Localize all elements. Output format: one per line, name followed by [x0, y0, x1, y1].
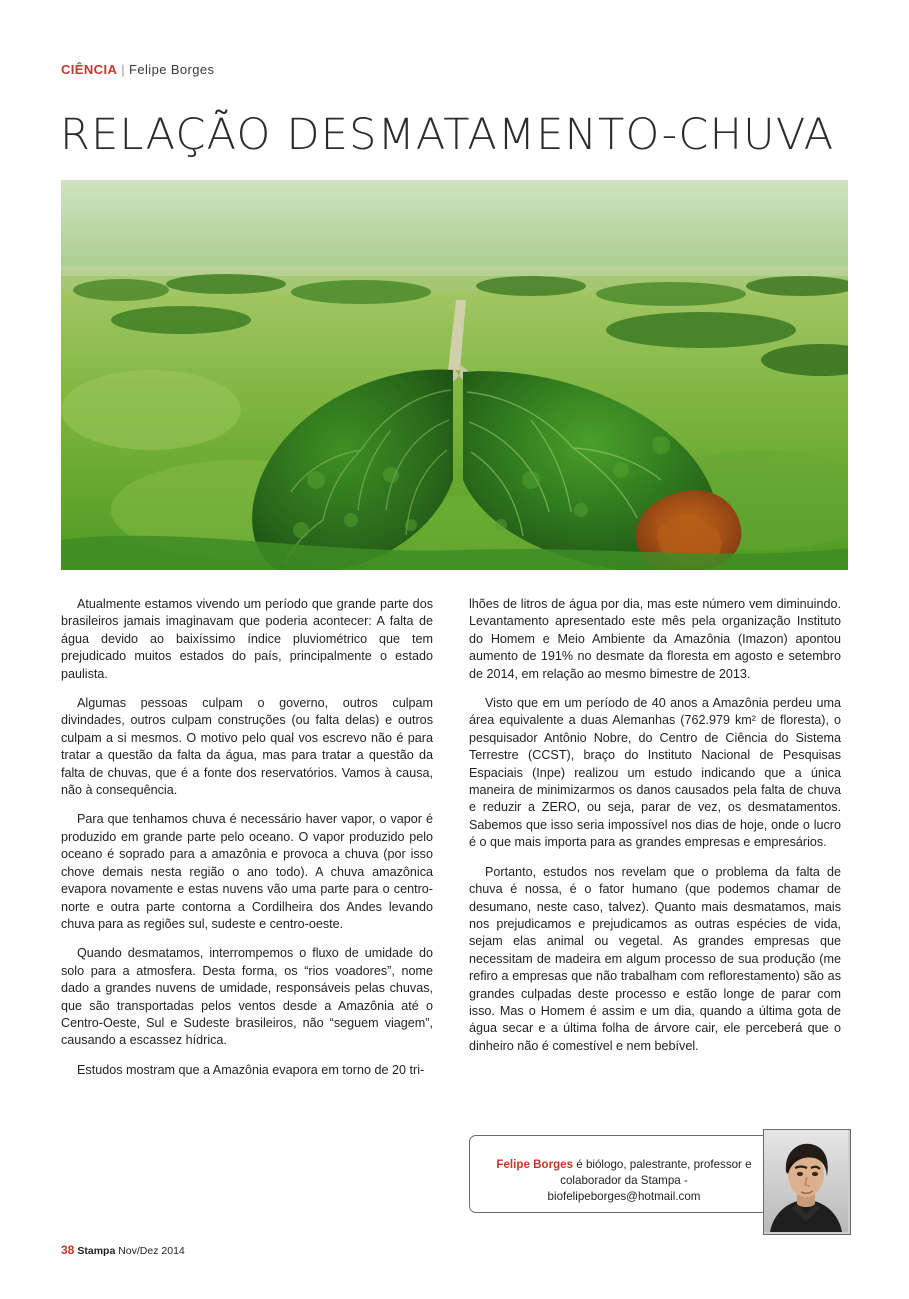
- paragraph: Quando desmatamos, interrompemos o fluxo de umidade do solo para a atmosfera. Desta forma, os “rios voadores”, nome dado a grandes nuvens de umidade, responsáveis pelas chuvas, que são transportadas pelos ventos desde a Amazônia até o Centro-Oeste, Sul e Sudeste brasileiros, não “seguem viagem”, causando a escassez hídrica.: [61, 946, 433, 1048]
- article-kicker: [61, 62, 214, 77]
- section-label: CIÊNCIA: [61, 62, 118, 77]
- author-label: Felipe Borges: [129, 62, 215, 77]
- magazine-name: Stampa: [77, 1245, 116, 1257]
- page-footer: [61, 1243, 185, 1257]
- paragraph: lhões de litros de água por dia, mas este número vem diminuindo. Levantamento apresentado este mês pela organização Instituto do Homem e Meio Ambiente da Amazônia (Imazon) apontou aumento de 191% no desmate da floresta em agosto e setembro de 2014, em relação ao mesmo bimestre de 2013.: [469, 597, 841, 681]
- body-column-left: [61, 596, 433, 1091]
- author-bio-text: [485, 1157, 763, 1205]
- author-bio-name: Felipe Borges: [496, 1158, 574, 1171]
- paragraph: Atualmente estamos vivendo um período que grande parte dos brasileiros jamais imaginavam que poderia acontecer: A falta de água devido ao baixíssimo índice pluviométrico que tem prejudicado muitos estados do país, principalmente o estado paulista.: [61, 597, 433, 681]
- body-column-right: [469, 596, 841, 1067]
- author-portrait: [763, 1129, 851, 1235]
- paragraph: Visto que em um período de 40 anos a Amazônia perdeu uma área equivalente a duas Alemanhas (762.979 km² de floresta), o pesquisador Antônio Nobre, do Centro de Ciência do Sistema Terrestre (CCST), braço do Instituto Nacional de Pesquisas Espaciais (Inpe) realizou um estudo indicando que a única maneira de minimizarmos os danos causados pela falta de chuva e reduzir a ZERO, ou seja, parar de vez, os desmatamentos. Sabemos que isso seria impossível nos dias de hoje, onde o lucro é o que mais importa para as grandes empresas e empresários.: [469, 696, 841, 850]
- kicker-separator: |: [121, 62, 126, 77]
- paragraph: Para que tenhamos chuva é necessário haver vapor, o vapor é produzido em grande parte pelo oceano. O vapor produzido pelo oceano é soprado para a amazônia e provoca a chuva (por isso chove demais nesta região o ano todo). A chuva amazônica evapora novamente e estas nuvens vão uma parte para o centro-norte e outra parte contorna a Cordilheira dos Andes levando chuva para as regiões sul, sudeste e centro-oeste.: [61, 812, 433, 931]
- hero-image: [61, 180, 848, 570]
- issue-label: Nov/Dez 2014: [118, 1245, 185, 1257]
- paragraph: Estudos mostram que a Amazônia evapora em torno de 20 tri-: [77, 1062, 425, 1077]
- author-bio-description: é biólogo, palestrante, professor e colaborador da Stampa - biofelipeborges@hotmail.com: [547, 1158, 752, 1203]
- paragraph: Portanto, estudos nos revelam que o problema da falta de chuva é nossa, é o fator humano (que podemos chamar de desumano, neste caso, talvez). Quanto mais desmatamos, mais nos prejudicamos e prejudicamos as outras espécies de vida, sejam elas animal ou vegetal. As grandes empresas que necessitam de madeira em algum processo de sua produção (me refiro a empresas que não trabalham com reflorestamento) são as grandes culpadas deste processo e estão longe de parar com isso. Mas o Homem é assim e um dia, quando a última gota de água secar e a última folha de árvore cair, ele perceberá que o dinheiro não é comestível e nem bebível.: [469, 864, 841, 1053]
- page-title: RELAÇÃO DESMATAMENTO-CHUVA: [60, 110, 835, 160]
- avatar: [764, 1130, 848, 1232]
- page-number: 38: [61, 1243, 75, 1257]
- paragraph: Algumas pessoas culpam o governo, outros culpam divindades, outros culpam construções (ou falta delas) e outros culpam a si mesmos. O motivo pelo qual vos escrevo não é para tratar a questão da falta da água, mas para tratar a questão da falta de chuvas, que é a fonte dos reservatórios. Vamos à causa, não à consequência.: [61, 696, 433, 798]
- forest-lungs-illustration: [61, 180, 848, 570]
